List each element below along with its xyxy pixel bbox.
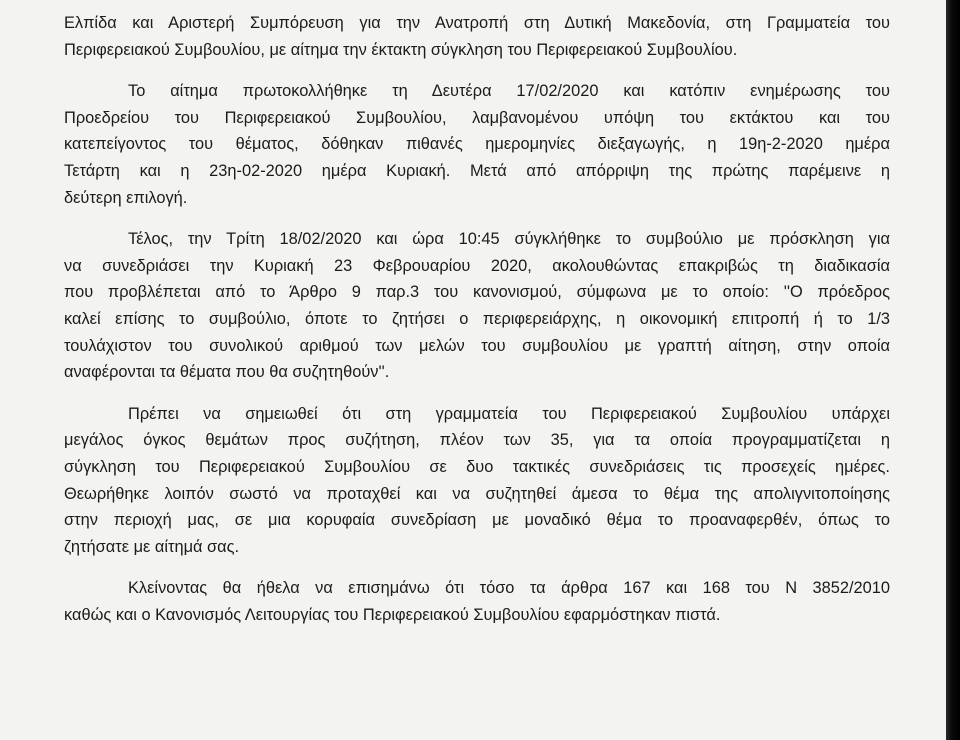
text-line: Προεδρείου του Περιφερειακού Συμβουλίου, λαμβανομένου υπόψη του εκτάκτου και του (64, 108, 890, 127)
paragraph-4 (64, 401, 890, 561)
dark-background-edge (946, 0, 960, 740)
text-line: Ελπίδα και Αριστερή Συμπόρευση για την Ανατροπή στη Δυτική Μακεδονία, στη Γραμματεία του (64, 14, 890, 32)
letter-body (64, 10, 890, 628)
text-line: Περιφερειακού Συμβουλίου, με αίτημα την έκτακτη σύγκληση του Περιφερειακού Συμβουλίου. (64, 40, 738, 59)
text-line: μεγάλος όγκος θεμάτων προς συζήτηση, πλέον των 35, για τα οποία προγραμματίζεται η (64, 431, 890, 450)
text-line: αναφέρονται τα θέματα που θα συζητηθούν''. (64, 363, 390, 382)
text-line: τουλάχιστον του συνολικού αριθμού των μελών του συμβουλίου με γραπτή αίτηση, στην οποία (64, 336, 890, 355)
text-line: που προβλέπεται από το Άρθρο 9 παρ.3 του κανονισμού, σύμφωνα με το οποίο: ''Ο πρόεδρος (64, 283, 890, 302)
text-line: καθώς και ο Κανονισμός Λειτουργίας του Περιφερειακού Συμβουλίου εφαρμόστηκαν πιστά. (64, 605, 721, 624)
text-line: Τετάρτη και η 23η-02-2020 ημέρα Κυριακή. Μετά από απόρριψη της πρώτης παρέμεινε η (64, 161, 890, 180)
text-line: Θεωρήθηκε λοιπόν σωστό να προταχθεί και να συζητηθεί άμεσα το θέμα της απολιγνιτοποίησης (64, 484, 890, 503)
text-line: Τέλος, την Τρίτη 18/02/2020 και ώρα 10:45 σύγκλήθηκε το συμβούλιο με πρόσκληση για (128, 230, 890, 249)
paragraph-2 (64, 78, 890, 211)
paragraph-3 (64, 226, 890, 386)
text-line: Το αίτημα πρωτοκολλήθηκε τη Δευτέρα 17/02/2020 και κατόπιν ενημέρωσης του (128, 82, 890, 101)
text-line: Κλείνοντας θα ήθελα να επισημάνω ότι τόσο τα άρθρα 167 και 168 του Ν 3852/2010 (128, 579, 890, 598)
text-line: Πρέπει να σημειωθεί ότι στη γραμματεία του Περιφερειακού Συμβουλίου υπάρχει (128, 404, 890, 423)
text-line: δεύτερη επιλογή. (64, 188, 188, 207)
text-line: ζητήσατε με αίτημά σας. (64, 537, 240, 556)
text-line: καλεί επίσης το συμβούλιο, όποτε το ζητήσει ο περιφερειάρχης, η οικονομική επιτροπή ή το 1/3 (64, 309, 890, 328)
text-line: να συνεδριάσει την Κυριακή 23 Φεβρουαρίου 2020, ακολουθώντας επακριβώς τη διαδικασία (64, 256, 890, 275)
text-line: σύγκληση του Περιφερειακού Συμβουλίου σε δυο τακτικές συνεδριάσεις τις προσεχείς ημέρες. (64, 457, 890, 476)
text-line: κατεπείγοντος του θέματος, δόθηκαν πιθανές ημερομηνίες διεξαγωγής, η 19η-2-2020 ημέρα (64, 135, 890, 154)
paragraph-5 (64, 575, 890, 628)
paragraph-1 (64, 10, 890, 63)
text-line: στην περιοχή μας, σε μια κορυφαία συνεδρίαση με μοναδικό θέμα το προαναφερθέν, όπως το (64, 511, 890, 530)
